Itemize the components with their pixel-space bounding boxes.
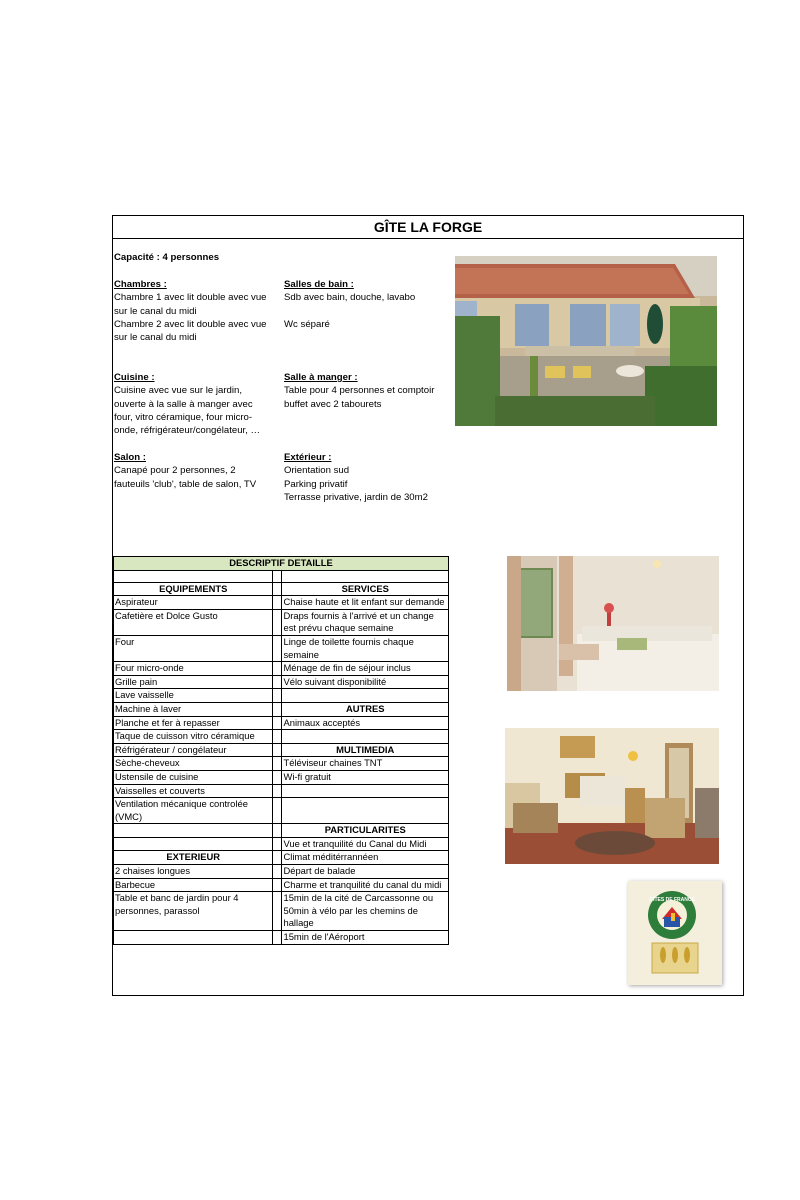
table-row [114,675,449,689]
equipement-cell: Réfrigérateur / congélateur [114,743,273,757]
equipement-cell: Machine à laver [114,702,273,716]
equipement-cell: EXTERIEUR [114,851,273,865]
descriptif-table [113,556,449,945]
equipement-cell [114,931,273,945]
service-cell [282,689,449,703]
table-row [114,892,449,931]
service-cell: Charme et tranquilité du canal du midi [282,878,449,892]
table-row [114,824,449,838]
service-cell: Vélo suivant disponibilité [282,675,449,689]
table-row [114,702,449,716]
table-row [114,743,449,757]
service-cell: Départ de balade [282,865,449,879]
equipement-cell: Barbecue [114,878,273,892]
equipement-cell [114,837,273,851]
service-cell: Chaise haute et lit enfant sur demande [282,596,449,610]
equipement-cell: Lave vaisselle [114,689,273,703]
page-title: GÎTE LA FORGE [113,216,743,239]
table-row [114,635,449,661]
section-salle-manger: Salle à manger : Table pour 4 personnes et comptoir buffet avec 2 tabourets [284,372,435,410]
table-row [114,730,449,744]
service-cell: 15min de la cité de Carcassonne ou 50min à vélo par les chemins de hallage [282,892,449,931]
service-cell: Climat méditérrannéen [282,851,449,865]
table-row [114,798,449,824]
table-row [114,878,449,892]
equipement-cell: Vaisselles et couverts [114,784,273,798]
kitchen-photo [505,728,719,864]
equipement-cell: Ustensile de cuisine [114,770,273,784]
equipement-cell [114,824,273,838]
equipement-cell: Four micro-onde [114,662,273,676]
service-cell [282,730,449,744]
table-row [114,757,449,771]
equipement-cell: Sèche-cheveux [114,757,273,771]
gites-de-france-logo [628,881,722,985]
service-cell: 15min de l'Aéroport [282,931,449,945]
equipement-cell: Cafetière et Dolce Gusto [114,609,273,635]
table-row [114,865,449,879]
section-chambres: Chambres : Chambre 1 avec lit double avec vue sur le canal du midi Chambre 2 avec lit double avec vue sur le canal du midi [114,279,267,344]
table-row [114,596,449,610]
service-cell: Wi-fi gratuit [282,770,449,784]
service-cell: AUTRES [282,702,449,716]
service-cell: Vue et tranquilité du Canal du Midi [282,837,449,851]
service-cell: Draps fournis à l'arrivé et un change est prévu chaque semaine [282,609,449,635]
table-row [114,609,449,635]
equipement-cell: Grille pain [114,675,273,689]
table-row [114,837,449,851]
table-row [114,662,449,676]
col-services: SERVICES [282,582,449,596]
table-row [114,851,449,865]
col-equipements: EQUIPEMENTS [114,582,273,596]
service-cell: Linge de toilette fournis chaque semaine [282,635,449,661]
service-cell: Animaux acceptés [282,716,449,730]
equipement-cell: Four [114,635,273,661]
section-salon: Salon : Canapé pour 2 personnes, 2 fauteuils 'club', table de salon, TV [114,452,257,490]
section-cuisine: Cuisine : Cuisine avec vue sur le jardin, ouverte à la salle à manger avec four, vitro céramique, four micro- onde, réfrigérateur/congélateur, … [114,372,261,437]
table-row [114,784,449,798]
house-exterior-photo [455,256,717,426]
equipement-cell: Ventilation mécanique controlée (VMC) [114,798,273,824]
bedroom-photo [507,556,719,691]
table-title: DESCRIPTIF DETAILLE [114,557,449,571]
section-exterieur: Extérieur : Orientation sud Parking privatif Terrasse privative, jardin de 30m2 [284,452,428,503]
table-row [114,716,449,730]
service-cell: PARTICULARITES [282,824,449,838]
equipement-cell: 2 chaises longues [114,865,273,879]
equipement-cell: Taque de cuisson vitro céramique [114,730,273,744]
logo-text: GÎTES DE FRANCE [649,897,695,903]
table-row [114,931,449,945]
equipement-cell: Aspirateur [114,596,273,610]
capacity: Capacité : 4 personnes [114,252,220,263]
table-row [114,770,449,784]
table-row [114,689,449,703]
equipement-cell: Planche et fer à repasser [114,716,273,730]
section-salles-bain: Salles de bain : Sdb avec bain, douche, lavabo Wc séparé [284,279,416,330]
service-cell: Ménage de fin de séjour inclus [282,662,449,676]
equipement-cell: Table et banc de jardin pour 4 personnes, parassol [114,892,273,931]
service-cell [282,784,449,798]
service-cell: Téléviseur chaines TNT [282,757,449,771]
gite-sheet [112,215,744,996]
service-cell: MULTIMEDIA [282,743,449,757]
service-cell [282,798,449,824]
